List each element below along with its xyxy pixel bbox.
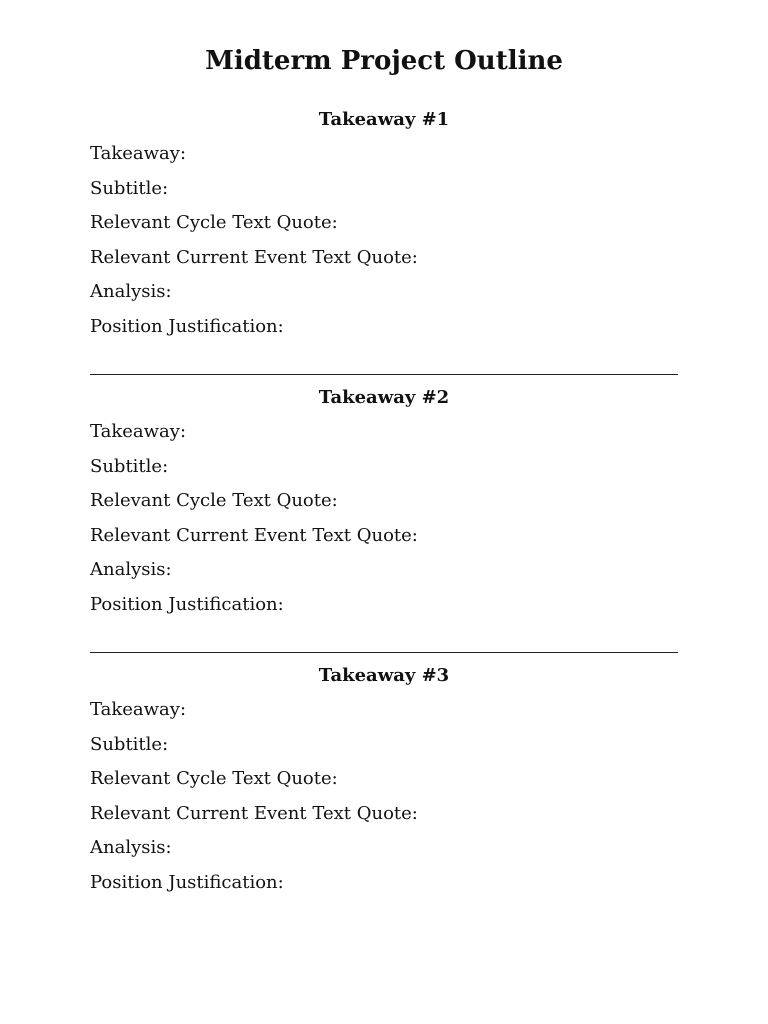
takeaway-label: Takeaway: bbox=[90, 421, 187, 442]
takeaway-label: Takeaway: bbox=[90, 699, 187, 720]
current-event-quote-label: Relevant Current Event Text Quote: bbox=[90, 802, 418, 824]
section-divider bbox=[90, 652, 678, 653]
section-heading: Takeaway #2 bbox=[318, 387, 450, 408]
position-justification-label: Position Justification: bbox=[90, 593, 284, 615]
cycle-text-quote-label: Relevant Cycle Text Quote: bbox=[90, 212, 338, 234]
takeaway-section-1 bbox=[90, 108, 678, 350]
section-heading: Takeaway #3 bbox=[318, 665, 450, 686]
takeaway-section-3 bbox=[90, 664, 678, 906]
cycle-text-quote-label: Relevant Cycle Text Quote: bbox=[90, 768, 338, 790]
analysis-label: Analysis: bbox=[90, 559, 172, 581]
page-title: Midterm Project Outline bbox=[205, 46, 563, 76]
subtitle-label: Subtitle: bbox=[90, 455, 169, 477]
takeaway-label: Takeaway: bbox=[90, 143, 187, 164]
section-heading: Takeaway #1 bbox=[318, 109, 450, 130]
current-event-quote-label: Relevant Current Event Text Quote: bbox=[90, 524, 418, 546]
takeaway-section-2 bbox=[90, 386, 678, 628]
position-justification-label: Position Justification: bbox=[90, 871, 284, 893]
analysis-label: Analysis: bbox=[90, 281, 172, 303]
analysis-label: Analysis: bbox=[90, 837, 172, 859]
field-list bbox=[90, 420, 678, 617]
current-event-quote-label: Relevant Current Event Text Quote: bbox=[90, 246, 418, 268]
field-list bbox=[90, 142, 678, 339]
section-divider bbox=[90, 374, 678, 375]
subtitle-label: Subtitle: bbox=[90, 733, 169, 755]
field-list bbox=[90, 698, 678, 895]
cycle-text-quote-label: Relevant Cycle Text Quote: bbox=[90, 490, 338, 512]
position-justification-label: Position Justification: bbox=[90, 315, 284, 337]
subtitle-label: Subtitle: bbox=[90, 177, 169, 199]
